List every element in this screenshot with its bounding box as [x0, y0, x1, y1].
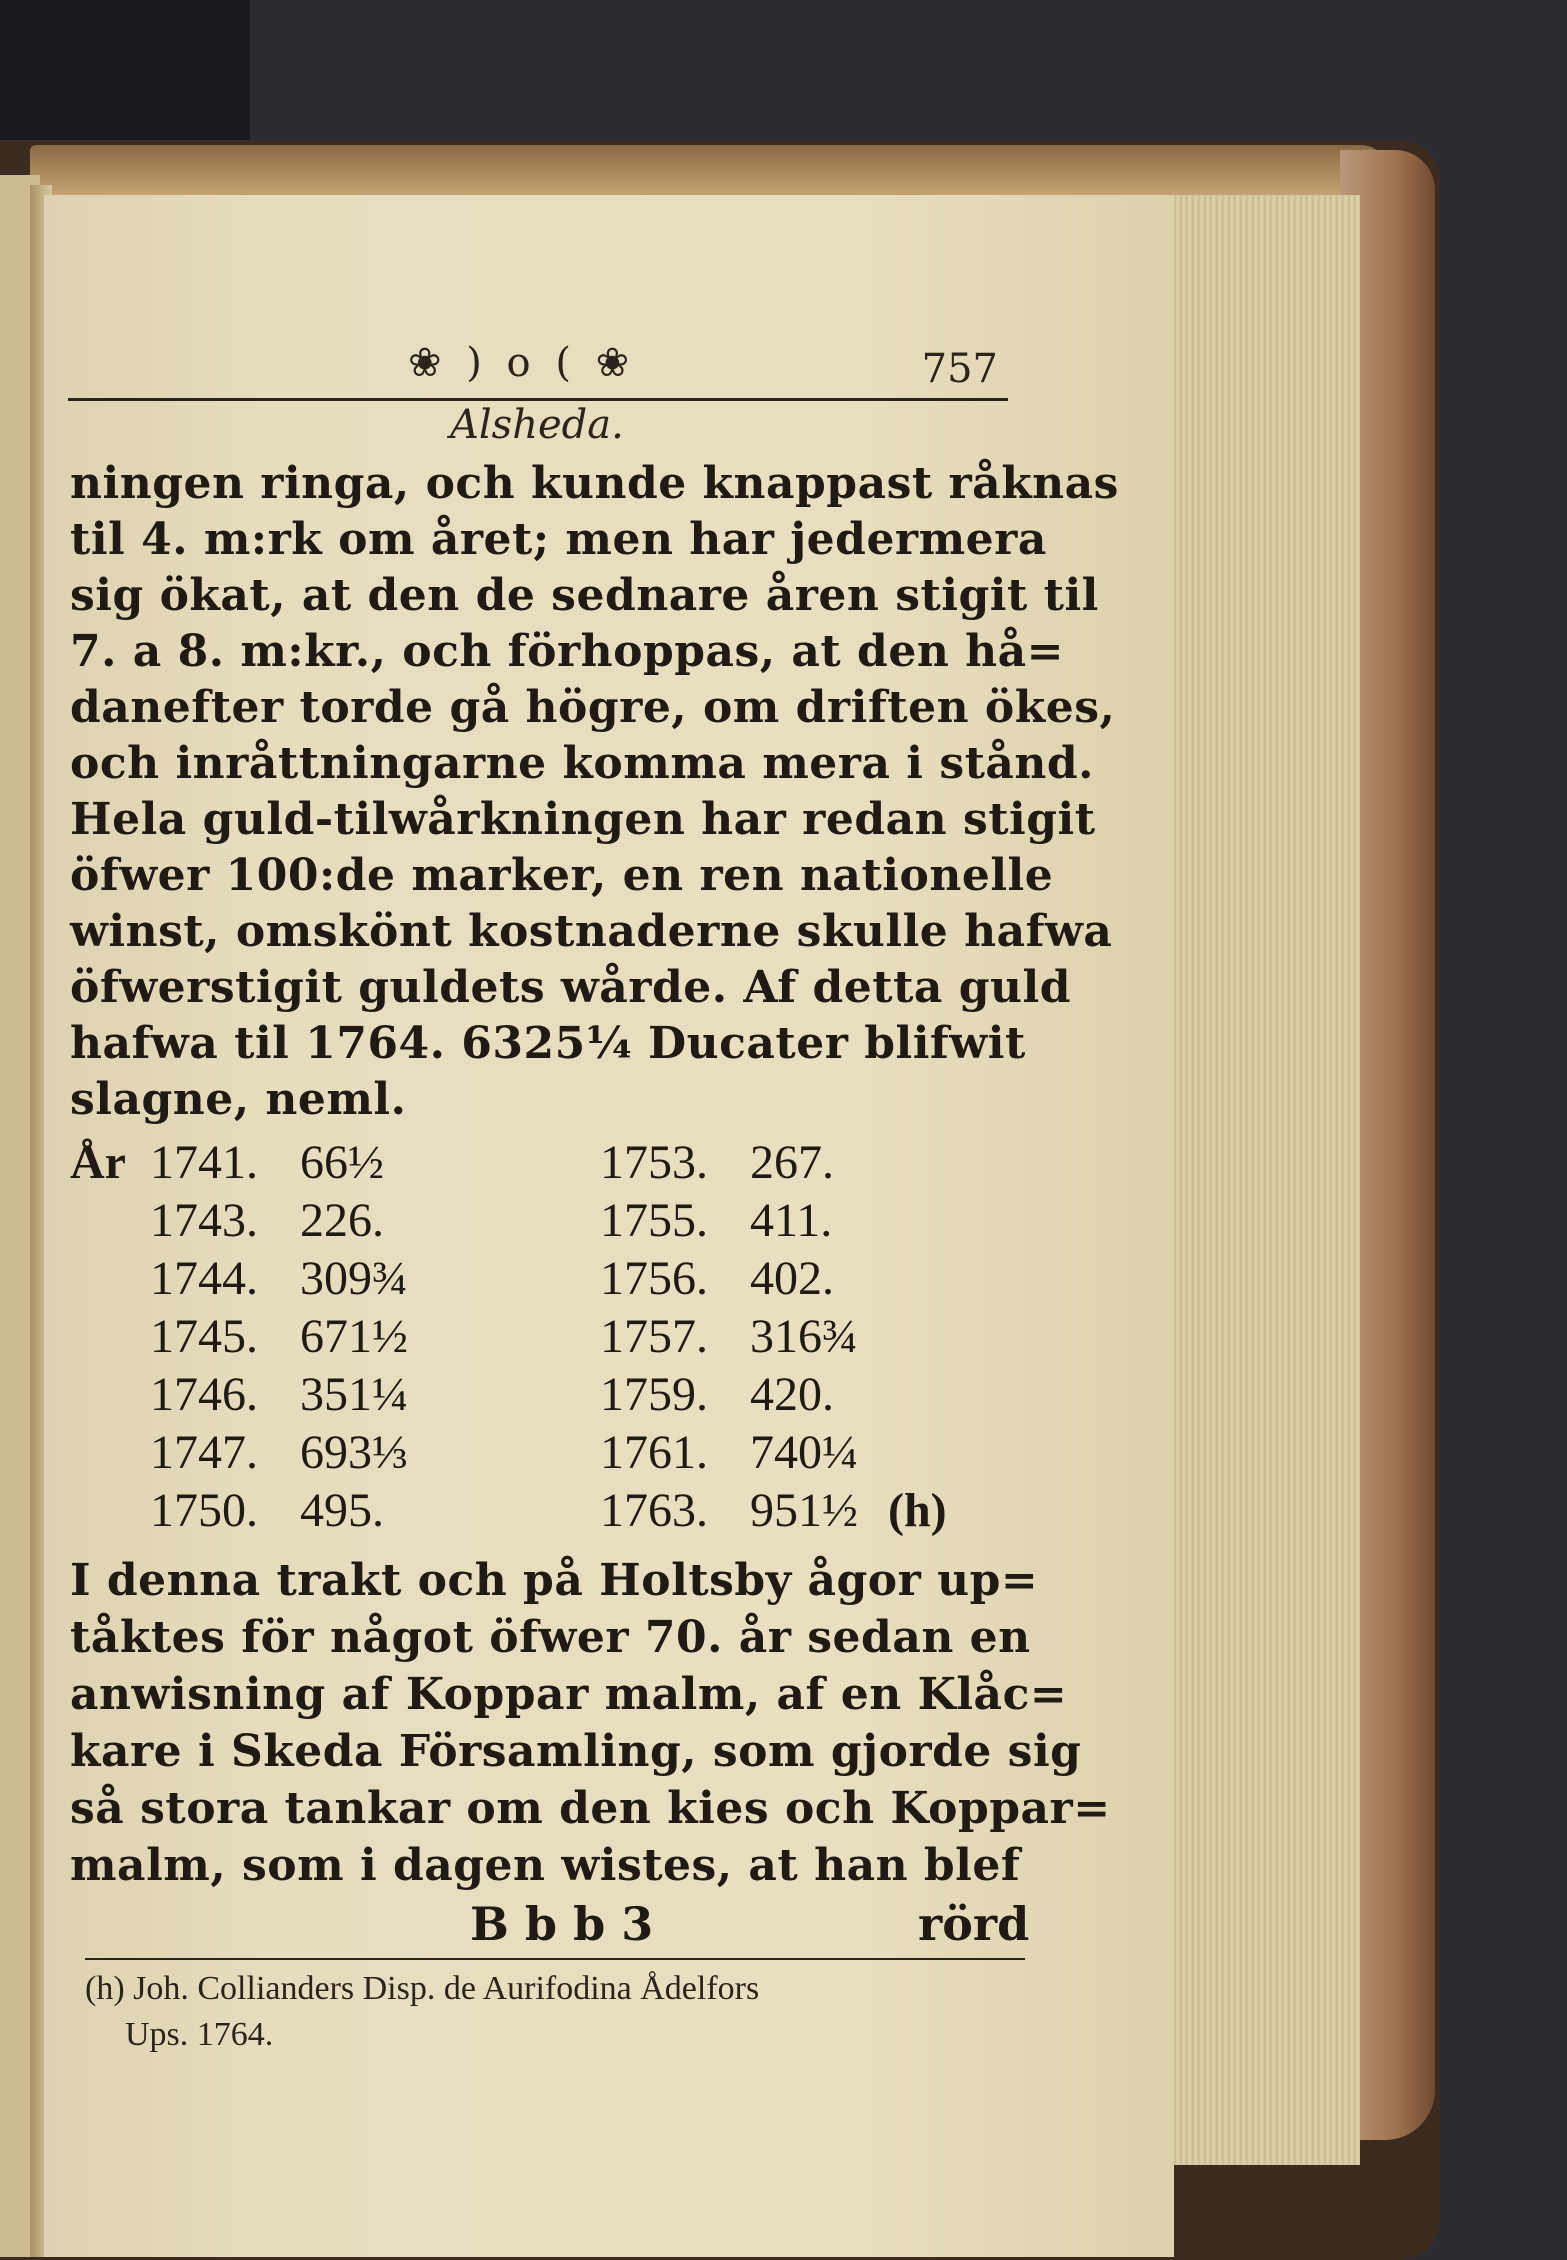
year-cell: 1763. [600, 1484, 708, 1537]
year-cell: 1747. [150, 1426, 258, 1479]
table-row [600, 1135, 834, 1190]
text-line: til 4. m:rk om året; men har jedermera [70, 514, 1047, 565]
catchword: rörd [918, 1897, 1030, 1951]
value-cell: 351¼ [300, 1368, 408, 1421]
value-cell: 693⅓ [300, 1426, 408, 1479]
table-row [150, 1367, 408, 1422]
value-cell: 226. [300, 1194, 384, 1247]
year-cell: 1741. [150, 1136, 258, 1189]
table-row [600, 1367, 834, 1422]
page-header [68, 340, 1008, 402]
text-line: danefter torde gå högre, om driften ökes, [70, 682, 1116, 733]
table-row [600, 1251, 834, 1306]
text-line: och inråttningarne komma mera i stånd. [70, 738, 1094, 789]
value-cell: 671½ [300, 1310, 408, 1363]
footnote-mark: (h) [888, 1484, 947, 1537]
value-cell: 402. [750, 1252, 834, 1305]
table-row [600, 1425, 858, 1480]
year-cell: 1746. [150, 1368, 258, 1421]
text-line: Hela guld-tilwårkningen har redan stigit [70, 794, 1096, 845]
year-cell: 1761. [600, 1426, 708, 1479]
year-cell: 1745. [150, 1310, 258, 1363]
text-line: sig ökat, at den de sednare åren stigit til [70, 570, 1099, 621]
value-cell: 951½ [750, 1484, 858, 1537]
text-line: slagne, neml. [70, 1074, 407, 1125]
table-row [600, 1309, 858, 1364]
text-line: ningen ringa, och kunde knappast råknas [70, 458, 1119, 509]
table-row [600, 1483, 947, 1538]
value-cell: 316¾ [750, 1310, 858, 1363]
table-row [150, 1251, 408, 1306]
value-cell: 267. [750, 1136, 834, 1189]
footnote-rule [85, 1958, 1025, 1960]
year-cell: 1755. [600, 1194, 708, 1247]
year-cell: 1756. [600, 1252, 708, 1305]
text-line: så stora tankar om den kies och Koppar= [70, 1783, 1111, 1834]
value-cell: 495. [300, 1484, 384, 1537]
text-line: winst, omskönt kostnaderne skulle hafwa [70, 906, 1113, 957]
value-cell: 411. [750, 1194, 833, 1247]
table-row [150, 1309, 408, 1364]
text-line: hafwa til 1764. 6325¼ Ducater blifwit [70, 1018, 1026, 1069]
year-cell: 1757. [600, 1310, 708, 1363]
value-cell: 740¼ [750, 1426, 858, 1479]
page-number: 757 [921, 346, 998, 392]
table-prefix: År [70, 1136, 126, 1189]
text-line: kare i Skeda Församling, som gjorde sig [70, 1726, 1082, 1777]
text-line: tåktes för något öfwer 70. år sedan en [70, 1612, 1031, 1663]
book-top-edge [30, 145, 1390, 200]
value-cell: 309¾ [300, 1252, 408, 1305]
signature-mark: B b b 3 [470, 1897, 654, 1951]
text-line: I denna trakt och på Holtsby ågor up= [70, 1555, 1039, 1606]
place-heading: Alsheda. [450, 402, 624, 448]
year-cell: 1743. [150, 1194, 258, 1247]
table-row [150, 1135, 384, 1190]
footnote-line: (h) Joh. Collianders Disp. de Aurifodina Ådelfors [85, 1970, 760, 2007]
value-cell: 66½ [300, 1136, 384, 1189]
year-cell: 1750. [150, 1484, 258, 1537]
table-row [150, 1483, 384, 1538]
table-row [150, 1425, 408, 1480]
text-line: 7. a 8. m:kr., och förhoppas, at den hå= [70, 626, 1064, 677]
header-ornament: ❀ ) o ( ❀ [408, 340, 636, 386]
footnote-line: Ups. 1764. [125, 2016, 274, 2053]
header-rule [68, 398, 1008, 401]
text-line: anwisning af Koppar malm, af en Klåc= [70, 1669, 1068, 1720]
table-row [600, 1193, 832, 1248]
value-cell: 420. [750, 1368, 834, 1421]
page-stack-edge [1160, 195, 1360, 2165]
table-row [150, 1193, 384, 1248]
year-cell: 1753. [600, 1136, 708, 1189]
text-line: malm, som i dagen wistes, at han blef [70, 1840, 1021, 1891]
year-cell: 1744. [150, 1252, 258, 1305]
text-line: öfwerstigit guldets wårde. Af detta guld [70, 962, 1071, 1013]
year-cell: 1759. [600, 1368, 708, 1421]
text-line: öfwer 100:de marker, en ren nationelle [70, 850, 1054, 901]
